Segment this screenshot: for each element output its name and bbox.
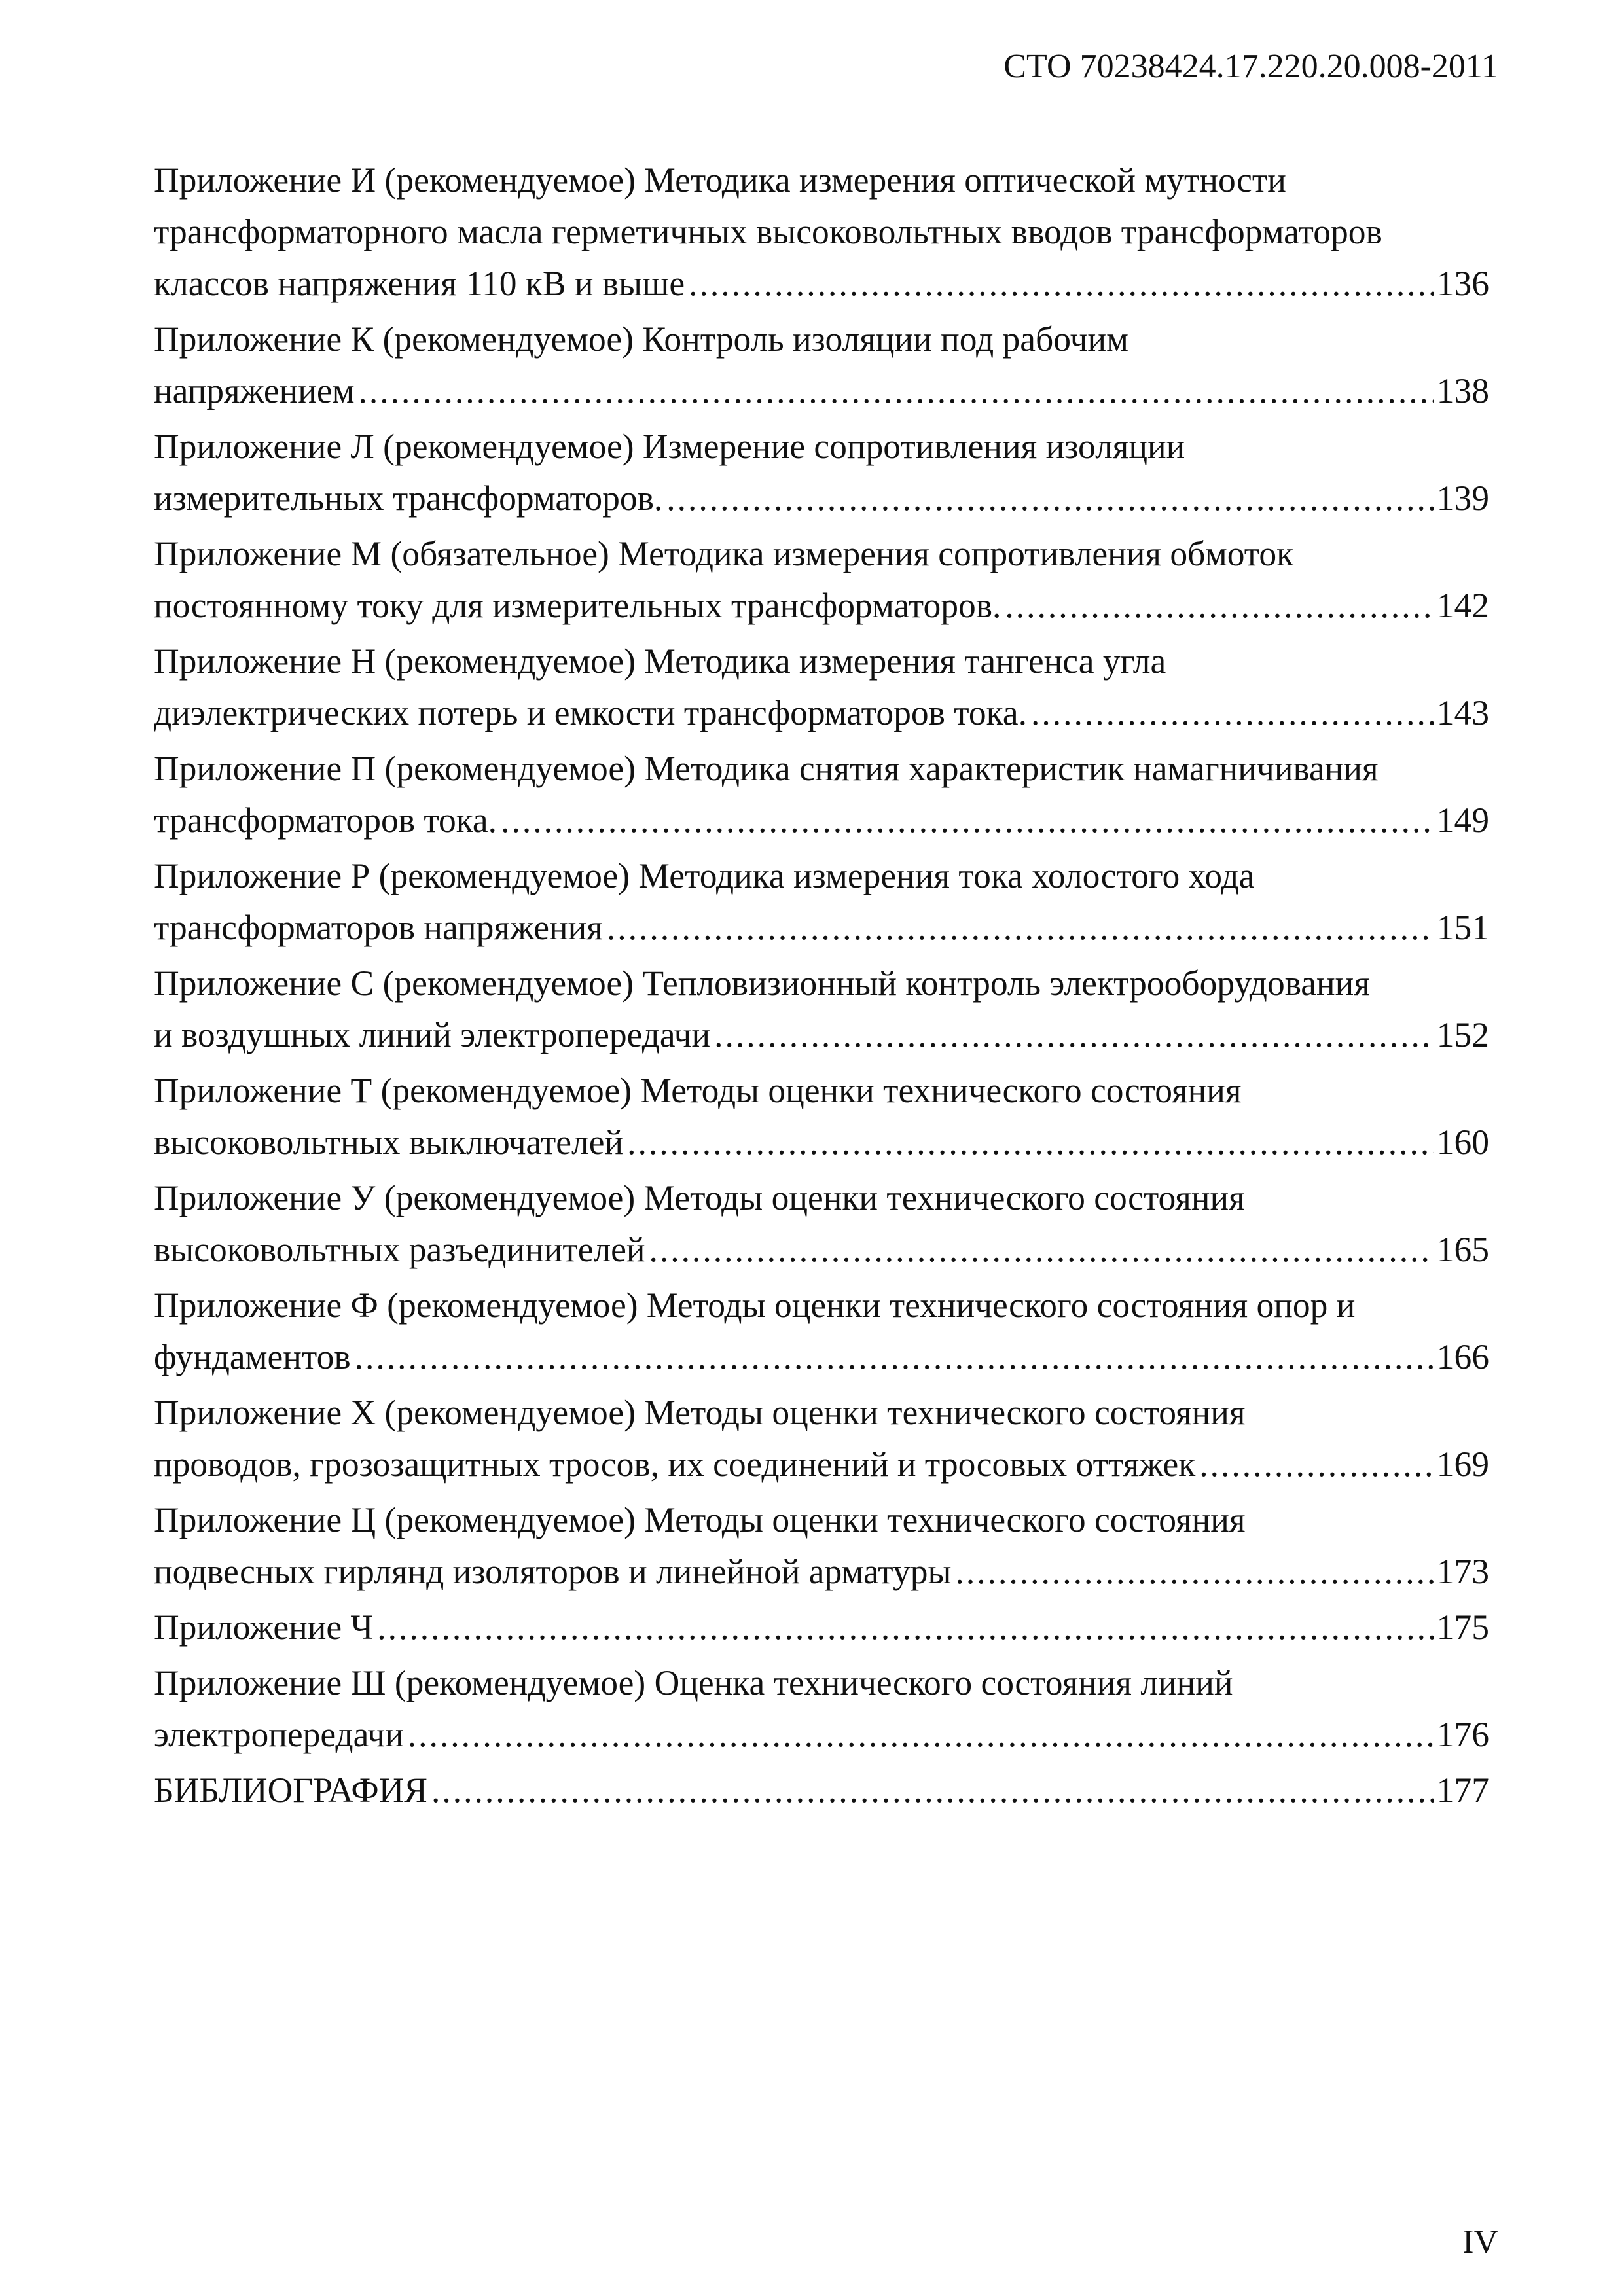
toc-entry[interactable] <box>154 1657 1489 1761</box>
toc-entry-last-line <box>154 580 1489 632</box>
toc-entry[interactable] <box>154 1065 1489 1168</box>
toc-entry-title-line: трансформаторного масла герметичных высоковольтных вводов трансформаторов <box>154 212 1382 251</box>
toc-entry[interactable] <box>154 1280 1489 1383</box>
toc-entry-title-end: высоковольтных разъединителей <box>154 1230 645 1269</box>
toc-page-number: 166 <box>1436 1337 1489 1376</box>
dot-leader <box>431 1765 1434 1816</box>
toc-entry-title-line: Приложение М (обязательное) Методика измерения сопротивления обмоток <box>154 534 1294 573</box>
toc-entry[interactable] <box>154 743 1489 846</box>
toc-entry-title-line: Приложение Р (рекомендуемое) Методика измерения тока холостого хода <box>154 856 1255 895</box>
dot-leader <box>408 1709 1434 1761</box>
dot-leader <box>355 1331 1434 1383</box>
toc-entry-title-line: Приложение И (рекомендуемое) Методика измерения оптической мутности <box>154 160 1286 200</box>
dot-leader <box>666 473 1434 524</box>
toc-entry-title-end: БИБЛИОГРАФИЯ <box>154 1770 427 1810</box>
toc-entry-last-line <box>154 1602 1489 1653</box>
toc-entry-last-line <box>154 365 1489 417</box>
toc-entry[interactable] <box>154 528 1489 632</box>
toc-entry-last-line <box>154 1009 1489 1061</box>
page-number: IV <box>1462 2223 1498 2261</box>
toc-entry-title-line: Приложение У (рекомендуемое) Методы оценки технического состояния <box>154 1178 1245 1217</box>
toc-entry-title-line: Приложение Ш (рекомендуемое) Оценка технического состояния линий <box>154 1663 1233 1702</box>
toc-entry-title-end: электропередачи <box>154 1715 404 1754</box>
toc-entry-title-end: напряжением <box>154 371 355 410</box>
toc-entry[interactable] <box>154 1494 1489 1598</box>
toc-page-number: 165 <box>1436 1230 1489 1269</box>
toc-entry-title-line: Приложение Х (рекомендуемое) Методы оценки технического состояния <box>154 1393 1246 1432</box>
toc-entry-title-end: измерительных трансформаторов. <box>154 478 663 518</box>
toc-entry-title-end: трансформаторов тока. <box>154 800 497 840</box>
toc-entry-last-line <box>154 1546 1489 1598</box>
table-of-contents <box>154 154 1489 1820</box>
toc-entry-title-end: классов напряжения 110 кВ и выше <box>154 264 685 303</box>
toc-entry-last-line <box>154 258 1489 310</box>
toc-page-number: 169 <box>1436 1444 1489 1484</box>
dot-leader <box>377 1602 1434 1653</box>
toc-page-number: 177 <box>1436 1770 1489 1810</box>
toc-entry-last-line <box>154 1117 1489 1168</box>
toc-page-number: 151 <box>1436 908 1489 947</box>
dot-leader <box>689 258 1434 310</box>
toc-entry-last-line <box>154 1331 1489 1383</box>
toc-entry[interactable] <box>154 154 1489 310</box>
toc-entry-title-end: проводов, грозозащитных тросов, их соединений и тросовых оттяжек <box>154 1444 1196 1484</box>
toc-page-number: 139 <box>1436 478 1489 518</box>
toc-entry-last-line <box>154 1439 1489 1490</box>
toc-page-number: 142 <box>1436 586 1489 625</box>
toc-page-number: 143 <box>1436 693 1489 732</box>
dot-leader <box>1031 687 1434 739</box>
toc-entry-title-end: высоковольтных выключателей <box>154 1122 624 1162</box>
toc-entry-last-line <box>154 1709 1489 1761</box>
toc-entry-title-line: Приложение Ф (рекомендуемое) Методы оценки технического состояния опор и <box>154 1285 1356 1325</box>
dot-leader <box>1005 580 1434 632</box>
toc-page-number: 136 <box>1436 264 1489 303</box>
toc-entry-title-end: постоянному току для измерительных трансформаторов. <box>154 586 1001 625</box>
toc-entry-last-line <box>154 795 1489 846</box>
toc-entry-title-line: Приложение Л (рекомендуемое) Измерение сопротивления изоляции <box>154 427 1185 466</box>
dot-leader <box>649 1224 1434 1276</box>
toc-entry-title-line: Приложение С (рекомендуемое) Тепловизионный контроль электрооборудования <box>154 963 1370 1003</box>
toc-entry-title-line: Приложение Н (рекомендуемое) Методика измерения тангенса угла <box>154 641 1166 681</box>
toc-entry[interactable] <box>154 1765 1489 1816</box>
toc-entry-last-line <box>154 687 1489 739</box>
toc-page-number: 175 <box>1436 1607 1489 1647</box>
toc-page-number: 160 <box>1436 1122 1489 1162</box>
toc-entry-title-line: Приложение Ц (рекомендуемое) Методы оценки технического состояния <box>154 1500 1246 1539</box>
dot-leader <box>501 795 1434 846</box>
toc-entry-last-line <box>154 1765 1489 1816</box>
dot-leader <box>1199 1439 1434 1490</box>
toc-page-number: 176 <box>1436 1715 1489 1754</box>
dot-leader <box>359 365 1434 417</box>
dot-leader <box>627 1117 1434 1168</box>
toc-entry-last-line <box>154 473 1489 524</box>
toc-entry-title-line: Приложение Т (рекомендуемое) Методы оценки технического состояния <box>154 1071 1242 1110</box>
toc-entry-title-end: Приложение Ч <box>154 1607 374 1647</box>
toc-page-number: 138 <box>1436 371 1489 410</box>
dot-leader <box>714 1009 1434 1061</box>
toc-page-number: 149 <box>1436 800 1489 840</box>
toc-entry-last-line <box>154 902 1489 954</box>
toc-entry[interactable] <box>154 1602 1489 1653</box>
toc-entry-title-end: фундаментов <box>154 1337 351 1376</box>
dot-leader <box>607 902 1434 954</box>
toc-entry-title-line: Приложение К (рекомендуемое) Контроль изоляции под рабочим <box>154 319 1129 359</box>
toc-entry[interactable] <box>154 850 1489 954</box>
toc-entry[interactable] <box>154 1172 1489 1276</box>
dot-leader <box>955 1546 1434 1598</box>
toc-entry[interactable] <box>154 314 1489 417</box>
toc-page-number: 152 <box>1436 1015 1489 1054</box>
toc-entry-title-line: Приложение П (рекомендуемое) Методика снятия характеристик намагничивания <box>154 749 1379 788</box>
toc-entry-title-end: трансформаторов напряжения <box>154 908 603 947</box>
document-code-header: СТО 70238424.17.220.20.008-2011 <box>1003 48 1498 85</box>
toc-entry[interactable] <box>154 1387 1489 1490</box>
toc-entry[interactable] <box>154 958 1489 1061</box>
toc-entry-title-end: диэлектрических потерь и емкости трансформаторов тока. <box>154 693 1027 732</box>
toc-entry-last-line <box>154 1224 1489 1276</box>
toc-page-number: 173 <box>1436 1552 1489 1591</box>
toc-entry-title-end: и воздушных линий электропередачи <box>154 1015 711 1054</box>
toc-entry-title-end: подвесных гирлянд изоляторов и линейной арматуры <box>154 1552 952 1591</box>
toc-entry[interactable] <box>154 421 1489 524</box>
toc-entry[interactable] <box>154 636 1489 739</box>
